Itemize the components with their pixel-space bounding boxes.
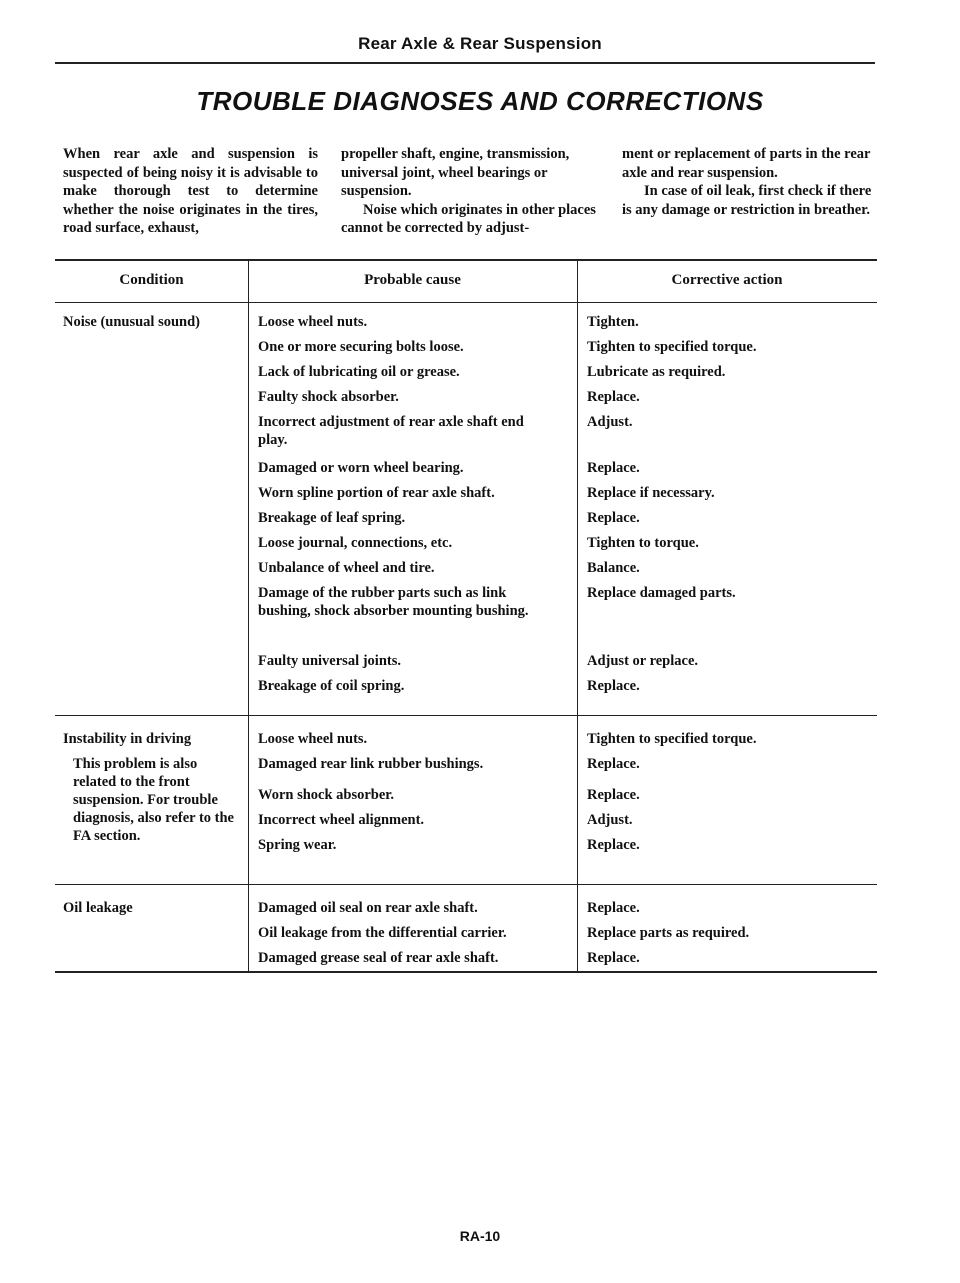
action-cell: Tighten to torque. (587, 535, 699, 551)
cause-cell: Breakage of coil spring. (258, 678, 405, 694)
cause-cell: Loose journal, connections, etc. (258, 535, 453, 551)
cause-cell: Breakage of leaf spring. (258, 510, 406, 526)
action-cell: Replace damaged parts. (587, 585, 736, 601)
action-cell: Tighten to specified torque. (587, 339, 757, 355)
intro-column-3 (622, 145, 877, 219)
cause-cell: Incorrect wheel alignment. (258, 812, 425, 828)
action-cell: Replace. (587, 678, 640, 694)
cause-cell: Faulty universal joints. (258, 653, 401, 669)
column-divider (577, 259, 578, 973)
action-cell: Replace. (587, 787, 640, 803)
table-bottom-rule (55, 971, 877, 973)
action-cell: Replace. (587, 837, 640, 853)
intro-column-1 (63, 145, 318, 238)
page-header: Rear Axle & Rear Suspension (358, 34, 602, 53)
action-cell: Replace. (587, 389, 640, 405)
action-cell: Replace. (587, 900, 640, 916)
table-header-rule (55, 302, 877, 303)
cause-cell: Oil leakage from the differential carrier. (258, 925, 507, 941)
cause-cell: Damaged oil seal on rear axle shaft. (258, 900, 478, 916)
cause-cell: One or more securing bolts loose. (258, 339, 464, 355)
intro-paragraph: In case of oil leak, first check if there is any damage or restriction in breather. (622, 183, 872, 218)
action-cell: Balance. (587, 560, 640, 576)
action-cell: Replace if necessary. (587, 485, 715, 501)
intro-column-2 (341, 145, 596, 238)
column-divider (248, 259, 249, 973)
cause-cell: Damage of the rubber parts such as link bushing, shock absorber mounting bushing. (258, 585, 529, 619)
action-cell: Lubricate as required. (587, 364, 726, 380)
cause-cell: Loose wheel nuts. (258, 731, 368, 747)
action-cell: Replace. (587, 460, 640, 476)
probable-cause-header: Probable cause (364, 272, 461, 288)
intro-paragraph: propeller shaft, engine, transmission, universal joint, wheel bearings or suspension. (341, 146, 570, 199)
action-cell: Tighten. (587, 314, 639, 330)
cause-cell: Unbalance of wheel and tire. (258, 560, 435, 576)
condition-cell: Oil leakage (63, 900, 133, 916)
cause-cell: Loose wheel nuts. (258, 314, 368, 330)
action-cell: Replace parts as required. (587, 925, 750, 941)
group-divider (55, 715, 877, 716)
cause-cell: Faulty shock absorber. (258, 389, 399, 405)
condition-cell: Noise (unusual sound) (63, 314, 200, 330)
cause-cell: Incorrect adjustment of rear axle shaft end play. (258, 414, 524, 448)
intro-paragraph: When rear axle and suspension is suspected of being noisy it is advisable to make thorough test to determine whether the noise originates in the tires, road surface, exhaust, (63, 146, 318, 236)
section-title: TROUBLE DIAGNOSES AND CORRECTIONS (196, 86, 764, 116)
action-cell: Replace. (587, 756, 640, 772)
action-cell: Replace. (587, 950, 640, 966)
cause-cell: Lack of lubricating oil or grease. (258, 364, 460, 380)
header-rule (55, 62, 875, 64)
cause-cell: Damaged or worn wheel bearing. (258, 460, 464, 476)
action-cell: Adjust or replace. (587, 653, 699, 669)
group-divider (55, 884, 877, 885)
corrective-action-header: Corrective action (671, 272, 783, 288)
action-cell: Adjust. (587, 414, 633, 430)
action-cell: Tighten to specified torque. (587, 731, 757, 747)
action-cell: Adjust. (587, 812, 633, 828)
cause-cell: Worn spline portion of rear axle shaft. (258, 485, 495, 501)
intro-paragraph: Noise which originates in other places cannot be corrected by adjust- (341, 201, 596, 236)
action-cell: Replace. (587, 510, 640, 526)
cause-cell: Damaged grease seal of rear axle shaft. (258, 950, 499, 966)
condition-note: This problem is also related to the front suspension. For trouble diagnosis, also refer to the FA section. (73, 756, 234, 844)
table-top-rule (55, 259, 877, 261)
condition-cell: Instability in driving (63, 731, 192, 747)
cause-cell: Spring wear. (258, 837, 337, 853)
cause-cell: Damaged rear link rubber bushings. (258, 756, 484, 772)
page-number: RA-10 (459, 1228, 501, 1244)
condition-header: Condition (119, 272, 184, 288)
cause-cell: Worn shock absorber. (258, 787, 395, 803)
intro-paragraph: ment or replacement of parts in the rear axle and rear suspension. (622, 146, 871, 181)
